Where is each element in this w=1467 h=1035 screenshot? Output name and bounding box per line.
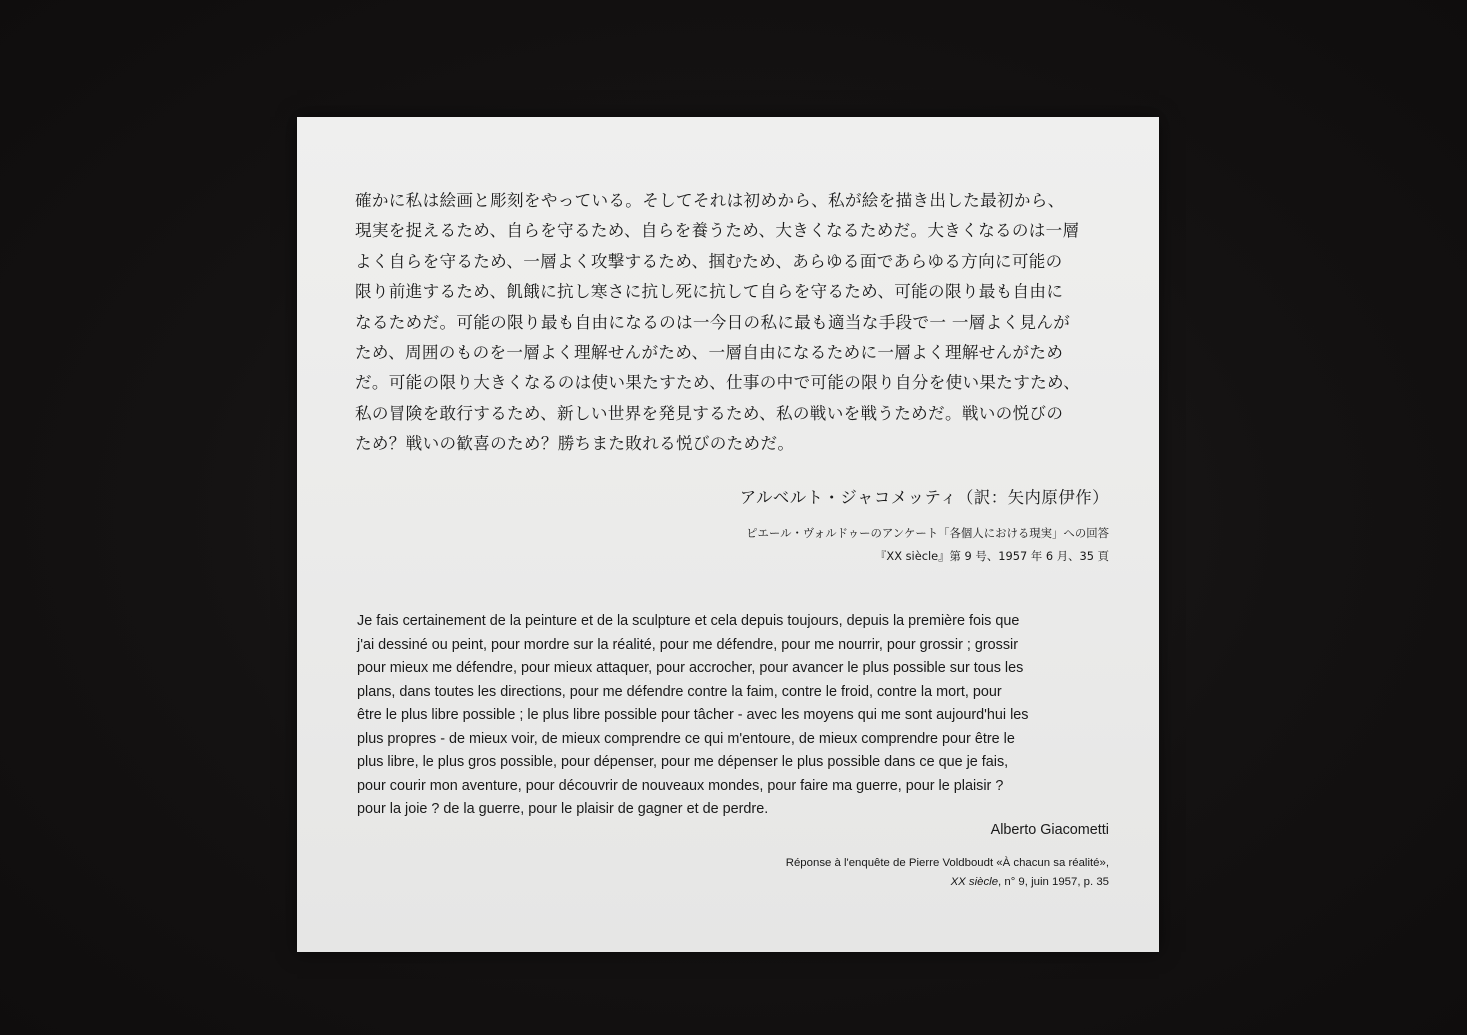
japanese-source-citation xyxy=(746,522,1109,568)
wall-text-panel xyxy=(297,117,1159,952)
japanese-quote-line: 確かに私は絵画と彫刻をやっている。そしてそれは初めから、私が絵を描き出した最初から、 xyxy=(355,191,1065,210)
japanese-source-line: 『XX siècle』第 9 号、1957 年 6 月、35 頁 xyxy=(875,549,1109,563)
french-source-citation xyxy=(786,854,1109,892)
journal-title: XX siècle xyxy=(950,876,999,888)
japanese-quote-line: だ。可能の限り大きくなるのは使い果たすため、仕事の中で可能の限り自分を使い果たすため、 xyxy=(355,373,1081,393)
french-source-line: Réponse à l'enquête de Pierre Voldboudt «À chacun sa réalité», xyxy=(785,857,1109,869)
french-quote-line: être le plus libre possible ; le plus libre possible pour tâcher - avec les moyens qui me sont aujourd'hui les xyxy=(357,707,1029,723)
french-quote-line: pour la joie ? de la guerre, pour le plaisir de gagner et de perdre. xyxy=(357,801,769,817)
japanese-quote-line: よく自らを守るため、一層よく攻撃するため、掴むため、あらゆる面であらゆる方向に可能の xyxy=(355,251,1063,271)
french-quote xyxy=(357,610,1117,822)
french-quote-line: pour courir mon aventure, pour découvrir de nouveaux mondes, pour faire ma guerre, pour le plaisir ? xyxy=(357,777,1004,794)
french-quote-line: plus libre, le plus gros possible, pour dépenser, pour me dépenser le plus possible dans ce que je fais, xyxy=(357,754,1009,770)
french-quote-line: j'ai dessiné ou peint, pour mordre sur la réalité, pour me défendre, pour me nourrir, pour grossir ; grossir xyxy=(357,636,1019,653)
french-source-line xyxy=(786,873,1109,892)
japanese-quote-line: 私の冒険を敢行するため、新しい世界を発見するため、私の戦いを戦うためだ。戦いの悦びの xyxy=(355,403,1064,423)
japanese-quote-line: 限り前進するため、飢餓に抗し寒さに抗し死に抗して自らを守るため、可能の限り最も自由に xyxy=(355,282,1064,302)
french-quote-line: plans, dans toutes les directions, pour me défendre contre la faim, contre le froid, contre la mort, pour xyxy=(357,683,1002,700)
japanese-quote-line: なるためだ。可能の限り最も自由になるのは一今日の私に最も適当な手段で一 一層よく見んが xyxy=(355,312,1071,332)
japanese-quote-line: ため、周囲のものを一層よく理解せんがため、一層自由になるために一層よく理解せんがため xyxy=(355,343,1064,363)
french-quote-line: Je fais certainement de la peinture et de la sculpture et cela depuis toujours, depuis la première fois que xyxy=(357,613,1020,629)
japanese-author-credit: アルベルト・ジャコメッティ（訳：矢内原伊作） xyxy=(739,488,1109,507)
japanese-quote xyxy=(355,186,1115,460)
japanese-quote-line: ため？戦いの歓喜のため？勝ちまた敗れる悦びのためだ。 xyxy=(355,434,795,454)
japanese-source-line: ピエール・ヴォルドゥーのアンケート「各個人における現実」への回答 xyxy=(746,526,1109,540)
issue-details: , n° 9, juin 1957, p. 35 xyxy=(998,876,1109,888)
japanese-quote-line: 現実を捉えるため、自らを守るため、自らを養うため、大きくなるためだ。大きくなるのは一層 xyxy=(355,221,1080,241)
french-quote-line: plus propres - de mieux voir, de mieux comprendre ce qui m'entoure, de mieux comprendre pour être le xyxy=(357,730,1015,747)
french-quote-line: pour mieux me défendre, pour mieux attaquer, pour accrocher, pour avancer le plus possible sur tous les xyxy=(357,660,1024,676)
french-author-credit: Alberto Giacometti xyxy=(990,822,1109,838)
